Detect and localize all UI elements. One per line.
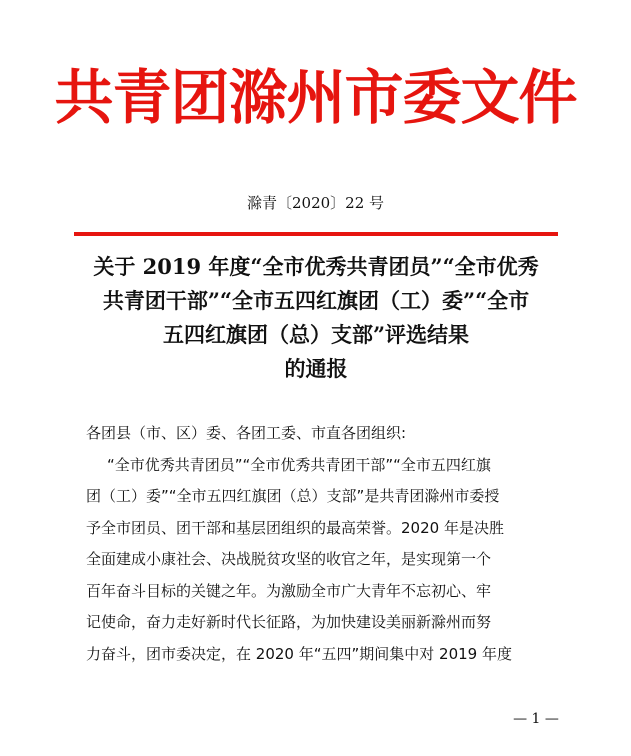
- red-divider-line: [74, 232, 558, 236]
- title-line: 五四红旗团（总）支部”评选结果: [162, 322, 470, 347]
- red-header-title: 共青团滁州市委文件: [54, 63, 577, 132]
- title-line: 关于 2019 年度“全市优秀共青团员”“全市优秀: [93, 254, 539, 279]
- paragraph-line: 百年奋斗目标的关键之年。为激励全市广大青年不忘初心、牢: [86, 581, 492, 600]
- body-text: [86, 418, 554, 670]
- title-line: 共青团干部”“全市五四红旗团（工）委”“全市: [102, 288, 530, 313]
- paragraph-line: 记使命，奋力走好新时代长征路，为加快建设美丽新滁州而努: [86, 613, 492, 631]
- paragraph-line: 团（工）委”“全市五四红旗团（总）支部”是共青团滁州市委授: [86, 487, 500, 505]
- paragraph-line: 全面建成小康社会、决战脱贫攻坚的收官之年，是实现第一个: [86, 550, 492, 568]
- paragraph-line: 予全市团员、团干部和基层团组织的最高荣誉。2020 年是决胜: [86, 518, 504, 537]
- paragraph-line: “全市优秀共青团员”“全市优秀共青团干部”“全市五四红旗: [107, 455, 491, 474]
- page-number: — 1 —: [513, 711, 559, 727]
- title-line: 的通报: [284, 356, 348, 381]
- paragraph-line: 力奋斗，团市委决定，在 2020 年“五四”期间集中对 2019 年度: [86, 644, 512, 663]
- salutation-line: 各团县（市、区）委、各团工委、市直各团组织:: [86, 424, 407, 442]
- notice-title: [60, 250, 572, 386]
- document-number: 滁青〔2020〕22 号: [246, 194, 385, 212]
